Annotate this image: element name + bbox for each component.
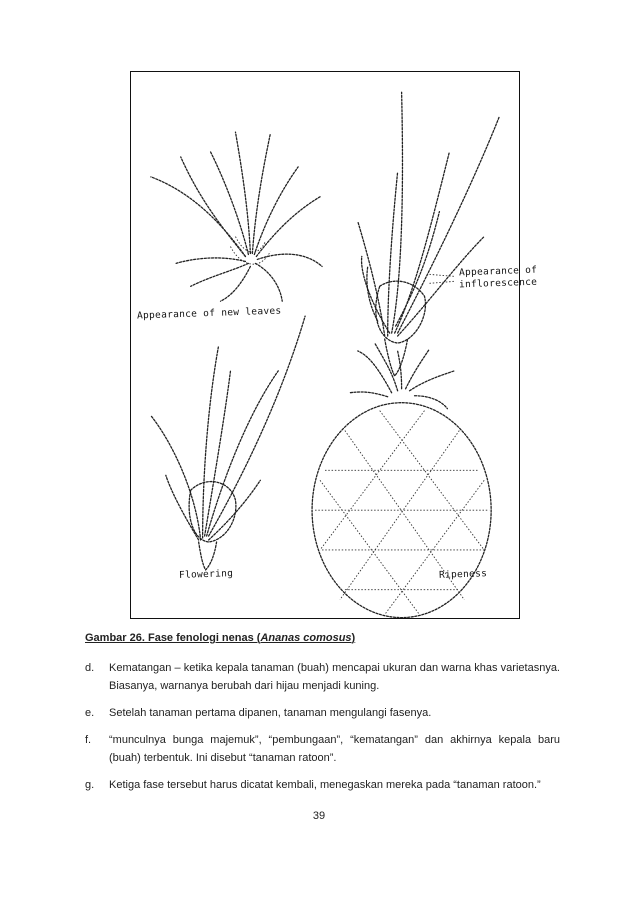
label-appearance-of-new-leaves: Appearance of new leaves <box>136 305 282 322</box>
caption-species: Ananas comosus <box>260 632 352 644</box>
figure-caption <box>85 632 355 644</box>
list-item-d <box>85 659 560 695</box>
list-item-text: Ketiga fase tersebut harus dicatat kembali, menegaskan mereka pada “tanaman ratoon.” <box>109 779 541 791</box>
list-marker: d. <box>85 662 95 674</box>
label-ripeness: Ripeness <box>438 568 488 581</box>
new-leaves-plant-illustration <box>151 132 322 301</box>
label-appearance-of-inflorescence-line1: Appearance of <box>458 264 538 279</box>
list-marker: g. <box>85 779 95 791</box>
list-marker: f. <box>85 734 92 746</box>
list-item-e <box>85 704 560 722</box>
label-flowering: Flowering <box>178 568 234 581</box>
figure-frame <box>130 71 538 619</box>
page-number: 39 <box>312 810 326 822</box>
caption-prefix: Gambar 26. Fase fenologi nenas ( <box>85 632 261 644</box>
inflorescence-plant-illustration <box>358 92 499 376</box>
list-item-f <box>85 731 560 767</box>
list-item-g <box>85 776 560 794</box>
caption-suffix: ) <box>351 632 356 644</box>
list-item-text: “munculnya bunga majemuk”, “pembungaan”, “kematangan” dan akhirnya kepala baru (buah) terbentuk. Ini disebut “tanaman ratoon”. <box>109 734 560 764</box>
list-marker: e. <box>85 707 95 719</box>
pineapple-phenology-drawing <box>131 72 519 618</box>
flowering-plant-illustration <box>151 316 305 570</box>
label-appearance-of-inflorescence-line2: inflorescence <box>458 276 538 291</box>
list-item-text: Setelah tanaman pertama dipanen, tanaman mengulangi fasenya. <box>109 707 432 719</box>
list-item-text: Kematangan – ketika kepala tanaman (buah) mencapai ukuran dan warna khas varietasnya. Biasanya, warnanya berubah dari hijau menjadi kuning. <box>109 662 560 692</box>
